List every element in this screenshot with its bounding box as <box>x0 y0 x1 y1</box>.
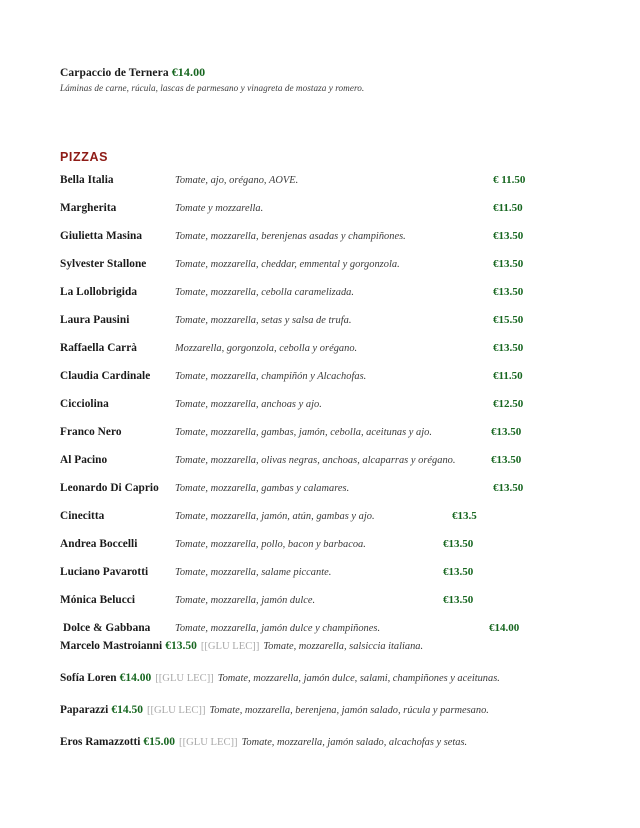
carryover-dish-description: Láminas de carne, rúcula, lascas de parmesano y vinagreta de mostaza y romero. <box>60 83 365 93</box>
pizza-description: Tomate, mozzarella, berenjena, jamón salado, rúcula y parmesano. <box>209 705 489 716</box>
pizza-list-allergen <box>60 638 620 766</box>
pizza-price: €14.50 <box>111 704 143 716</box>
pizza-price: €15.00 <box>143 736 176 748</box>
pizza-row <box>0 286 640 314</box>
pizza-description: Tomate, mozzarella, cebolla caramelizada. <box>175 287 354 298</box>
carryover-dish-name: Carpaccio de Ternera <box>60 67 169 79</box>
pizza-name: La Lollobrigida <box>60 286 138 298</box>
pizza-row <box>0 454 640 482</box>
pizza-price: €13.50 <box>493 258 524 270</box>
section-header-pizzas: PIZZAS <box>60 150 109 164</box>
carryover-dish <box>60 65 580 93</box>
pizza-row <box>0 482 640 510</box>
pizza-name: Cinecitta <box>60 510 105 522</box>
pizza-name: Andrea Boccelli <box>60 538 138 550</box>
allergen-tag: [[GLU LEC]] <box>146 705 206 716</box>
pizza-row <box>0 314 640 342</box>
pizza-price: €14.00 <box>119 672 152 684</box>
pizza-price: €13.50 <box>493 230 524 242</box>
pizza-price: €13.50 <box>443 538 474 550</box>
pizza-description: Tomate, mozzarella, pollo, bacon y barbacoa. <box>175 539 366 550</box>
pizza-description: Tomate, mozzarella, gambas, jamón, cebolla, aceitunas y ajo. <box>175 427 433 438</box>
pizza-name: Dolce & Gabbana <box>63 622 151 634</box>
pizza-description: Tomate, mozzarella, jamón dulce y champiñones. <box>175 623 381 634</box>
pizza-price: €14.00 <box>489 622 520 634</box>
pizza-name: Sylvester Stallone <box>60 258 147 270</box>
pizza-description: Tomate, mozzarella, champiñón y Alcachofas. <box>175 371 367 382</box>
pizza-price: €13.50 <box>443 566 474 578</box>
pizza-name: Laura Pausini <box>60 314 130 326</box>
pizza-list <box>0 174 640 650</box>
pizza-description: Tomate, mozzarella, setas y salsa de trufa. <box>175 315 352 326</box>
pizza-price: €13.50 <box>491 454 522 466</box>
pizza-row-allergen <box>60 670 620 702</box>
pizza-price: €11.50 <box>493 202 523 214</box>
pizza-name: Paparazzi <box>60 704 109 716</box>
pizza-row <box>0 258 640 286</box>
pizza-description: Mozzarella, gorgonzola, cebolla y orégano. <box>175 343 358 354</box>
carryover-dish-title-line <box>60 65 580 80</box>
pizza-price: € 11.50 <box>493 174 526 186</box>
pizza-row <box>0 426 640 454</box>
pizza-row <box>0 398 640 426</box>
pizza-row <box>0 202 640 230</box>
pizza-name: Sofía Loren <box>60 672 117 684</box>
pizza-name: Claudia Cardinale <box>60 370 151 382</box>
pizza-price: €13.50 <box>491 426 522 438</box>
pizza-row-allergen <box>60 702 620 734</box>
pizza-price: €13.50 <box>493 286 524 298</box>
pizza-price: €12.50 <box>493 398 524 410</box>
pizza-name: Bella Italia <box>60 174 114 186</box>
pizza-description: Tomate, mozzarella, cheddar, emmental y gorgonzola. <box>175 259 400 270</box>
pizza-description: Tomate y mozzarella. <box>175 203 264 214</box>
pizza-row <box>0 342 640 370</box>
pizza-price: €15.50 <box>493 314 524 326</box>
pizza-price: €13.50 <box>165 640 197 652</box>
pizza-name: Eros Ramazzotti <box>60 736 141 748</box>
pizza-name: Mónica Belucci <box>60 594 136 606</box>
pizza-price: €13.50 <box>443 594 474 606</box>
pizza-row <box>0 230 640 258</box>
pizza-name: Cicciolina <box>60 398 109 410</box>
pizza-description: Tomate, mozzarella, olivas negras, anchoas, alcaparras y orégano. <box>175 455 456 466</box>
allergen-tag: [[GLU LEC]] <box>179 737 238 748</box>
pizza-name: Leonardo Di Caprio <box>60 482 159 494</box>
pizza-row-allergen <box>60 734 620 766</box>
pizza-description: Tomate, ajo, orégano, AOVE. <box>175 175 299 186</box>
pizza-price: €11.50 <box>493 370 523 382</box>
pizza-row <box>0 566 640 594</box>
pizza-name: Al Pacino <box>60 454 108 466</box>
pizza-row-allergen <box>60 638 620 670</box>
pizza-description: Tomate, mozzarella, jamón dulce, salami, champiñones y aceitunas. <box>217 673 500 684</box>
pizza-row <box>0 538 640 566</box>
pizza-name: Luciano Pavarotti <box>60 566 149 578</box>
allergen-tag: [[GLU LEC]] <box>155 673 214 684</box>
pizza-description: Tomate, mozzarella, jamón, atún, gambas y ajo. <box>175 511 375 522</box>
pizza-name: Raffaella Carrà <box>60 342 137 354</box>
allergen-tag: [[GLU LEC]] <box>200 641 260 652</box>
pizza-price: €13.5 <box>452 510 477 522</box>
pizza-price: €13.50 <box>493 342 524 354</box>
pizza-name: Margherita <box>60 202 117 214</box>
pizza-name: Marcelo Mastroianni <box>60 640 163 652</box>
pizza-name: Franco Nero <box>60 426 122 438</box>
pizza-row <box>0 510 640 538</box>
pizza-row <box>0 370 640 398</box>
pizza-row <box>0 174 640 202</box>
carryover-dish-price: €14.00 <box>171 65 206 79</box>
pizza-description: Tomate, mozzarella, berenjenas asadas y champiñones. <box>175 231 406 242</box>
pizza-description: Tomate, mozzarella, jamón salado, alcachofas y setas. <box>241 737 468 748</box>
pizza-description: Tomate, mozzarella, gambas y calamares. <box>175 483 350 494</box>
pizza-description: Tomate, mozzarella, anchoas y ajo. <box>175 399 322 410</box>
pizza-description: Tomate, mozzarella, salsiccia italiana. <box>263 641 424 652</box>
pizza-row <box>0 594 640 622</box>
pizza-price: €13.50 <box>493 482 524 494</box>
pizza-description: Tomate, mozzarella, salame piccante. <box>175 567 332 578</box>
pizza-name: Giulietta Masina <box>60 230 143 242</box>
pizza-description: Tomate, mozzarella, jamón dulce. <box>175 595 316 606</box>
